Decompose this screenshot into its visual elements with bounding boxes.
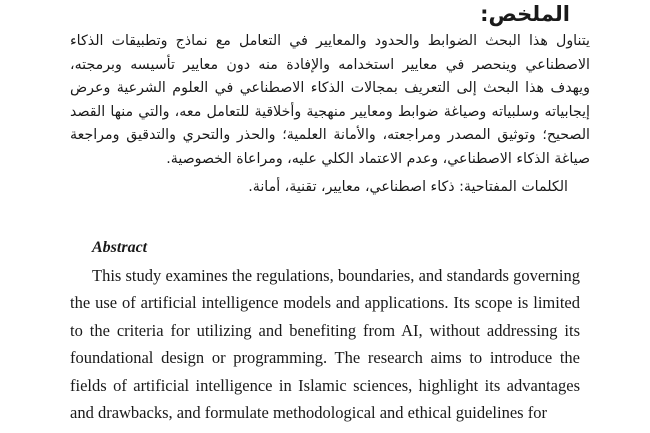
arabic-abstract-section [70,30,590,200]
arabic-keywords: الكلمات المفتاحية: ذكاء اصطناعي، معايير، تقنية، أمانة. [248,179,568,195]
arabic-abstract-body: يتناول هذا البحث الضوابط والحدود والمعايير في التعامل مع نماذج وتطبيقات الذكاء الاصطناعي وينحصر في معايير استخدامه والإفادة منه دون معايير تأسيسه وبرمجته، ويهدف هذا البحث إلى التعريف بمجالات الذكاء الاصطناعي في العلوم الشرعية وعرض إيجابياته وسلبياته وصياغة ضوابط ومعايير منهجية وأخلاقية للتعامل معه، والتي منها القصد الصحيح؛ وتوثيق المصدر ومراجعته، والأمانة العلمية؛ والحذر والتحري والتدقيق ومراجعة صياغة الذكاء الاصطناعي، وعدم الاعتماد الكلي عليه، ومراعاة الخصوصية. [70,33,590,167]
english-abstract-heading: Abstract [92,239,148,256]
english-abstract-body: This study examines the regulations, boundaries, and standards governing the use of artificial intelligence models and applications. Its scope is limited to the criteria for utilizing and benefiting from AI, without addressing its foundational design or programming. The research aims to introduce the fields of artificial intelligence in Islamic sciences, highlight its advantages and drawbacks, and formulate methodological and ethical guidelines for [70,266,580,423]
arabic-abstract-heading: الملخص: [480,2,570,26]
